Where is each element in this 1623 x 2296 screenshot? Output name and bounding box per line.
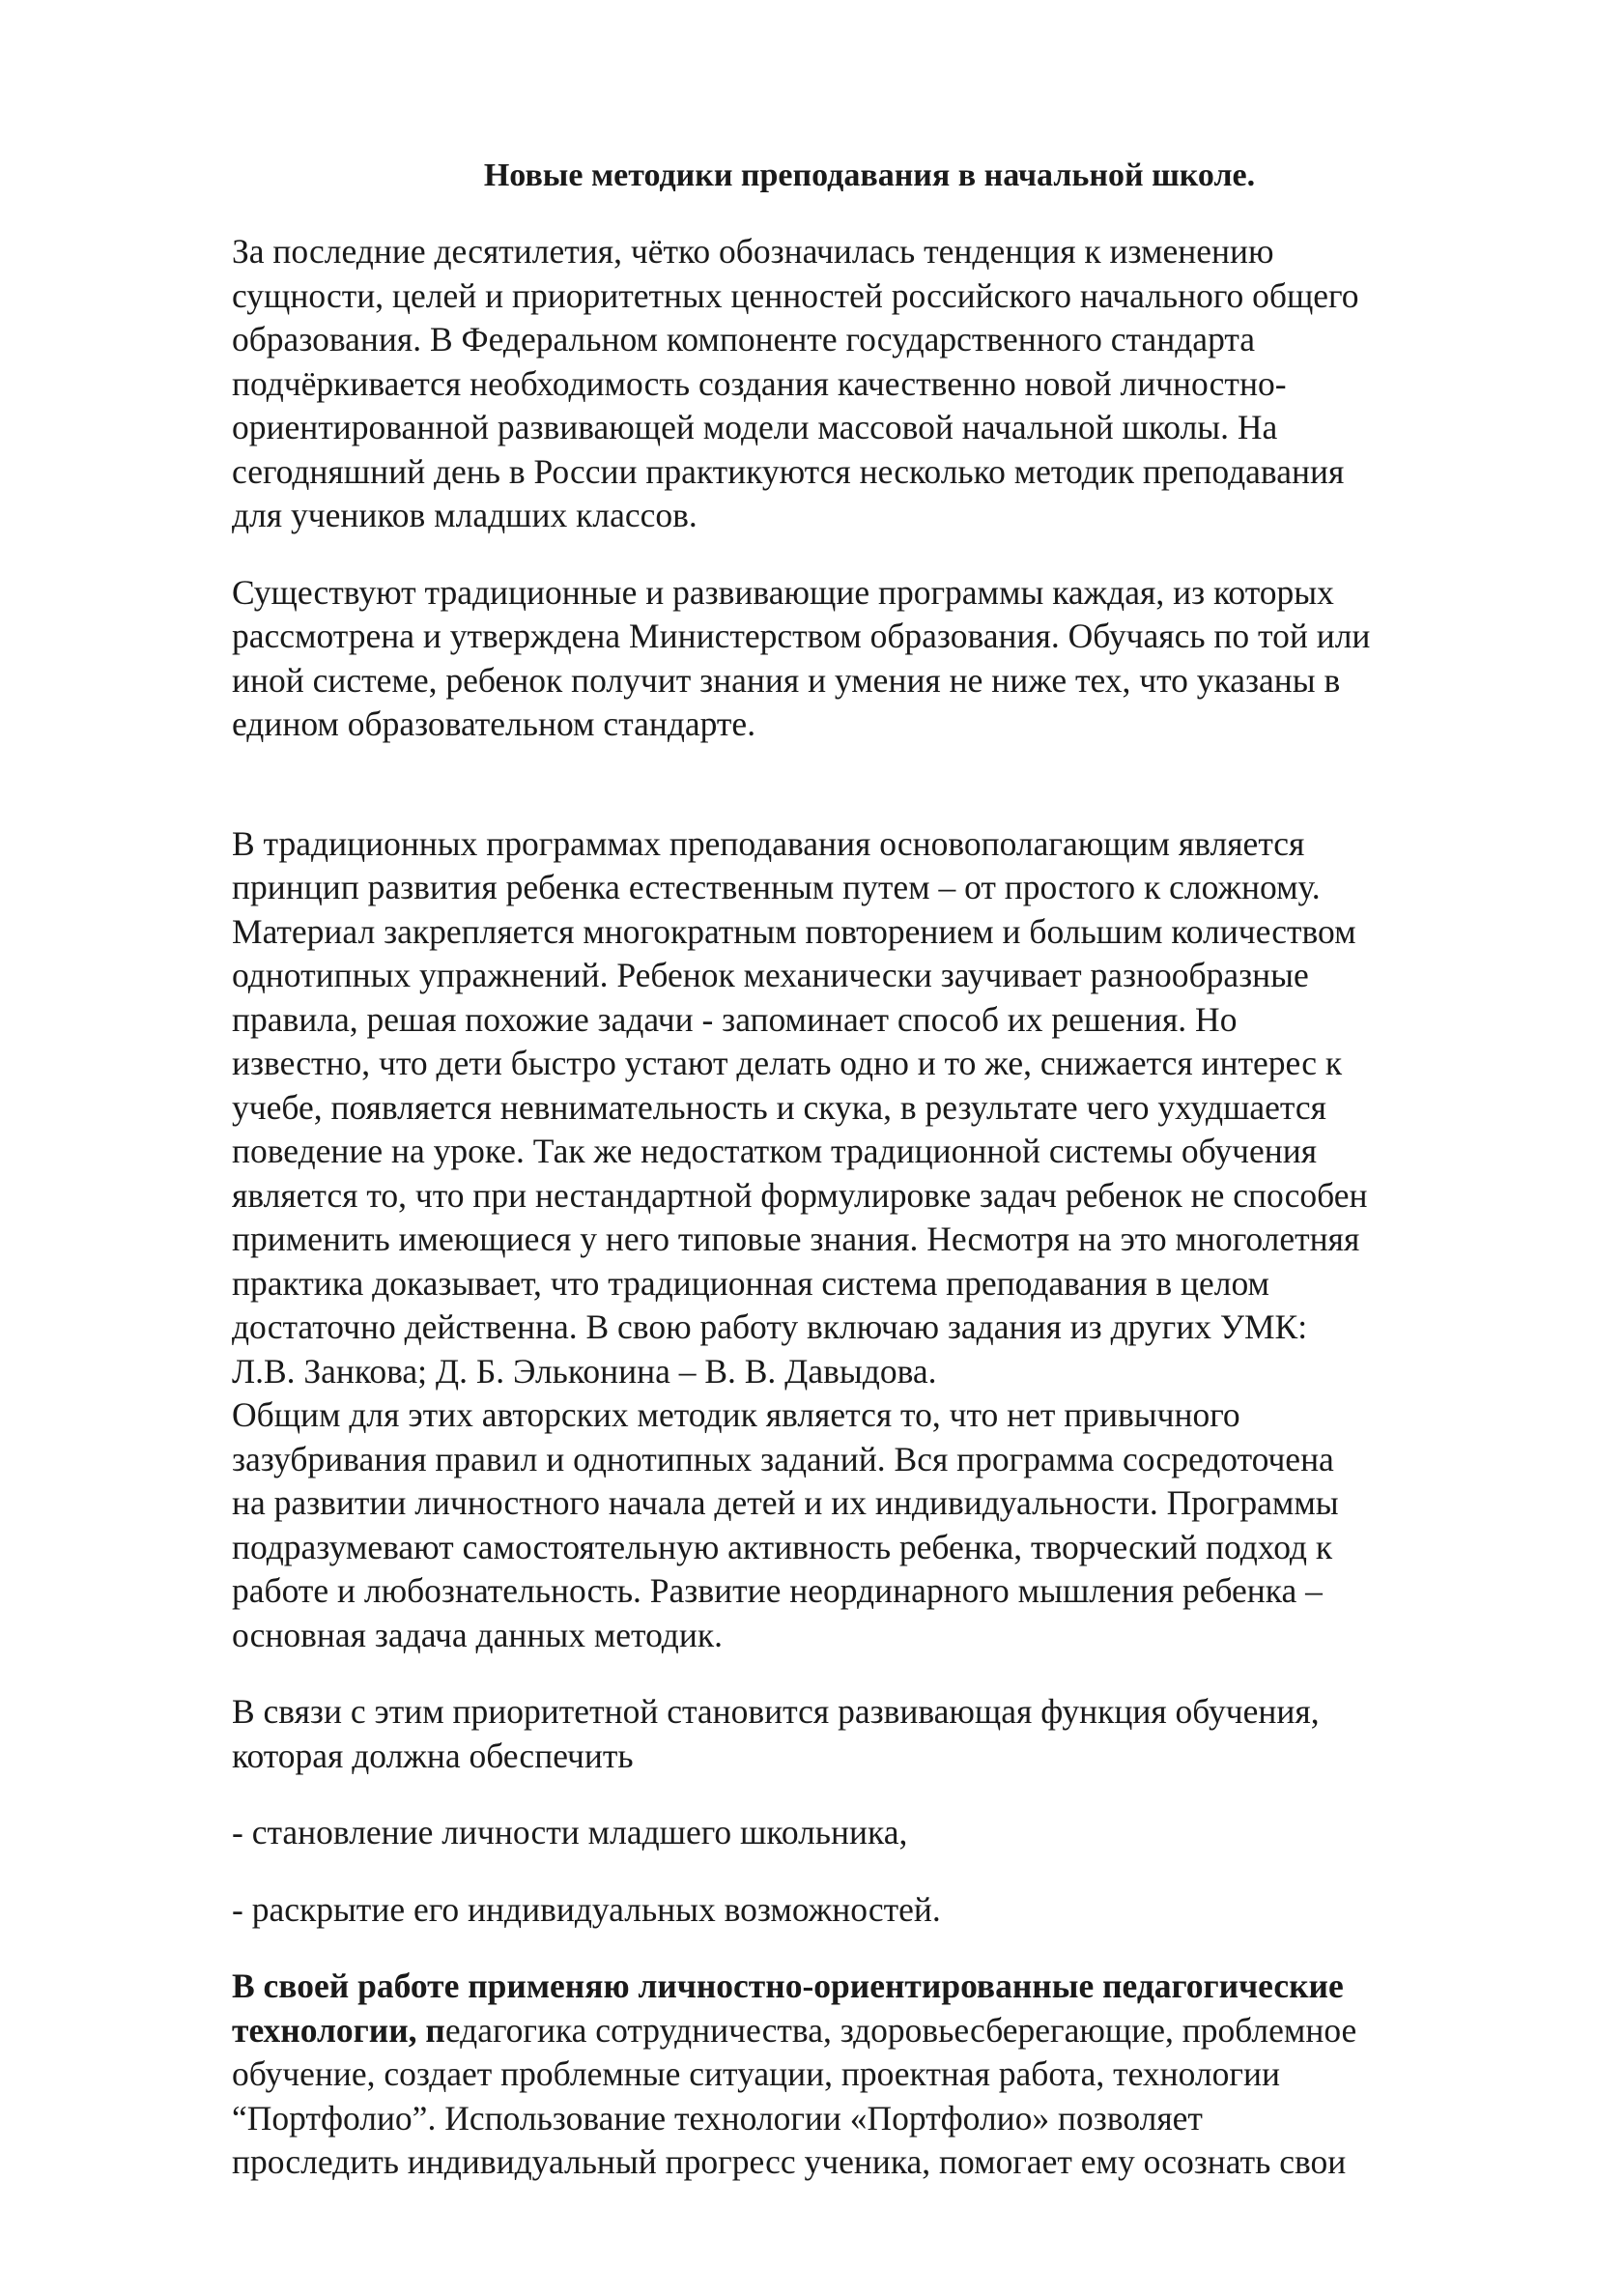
text-bold-fragment: технологии, п xyxy=(232,2010,445,2050)
text-line: достаточно действенна. В свою работу включаю задания из других УМК: xyxy=(232,1307,1308,1346)
text-line: практика доказывает, что традиционная система преподавания в целом xyxy=(232,1263,1270,1303)
text-line: В связи с этим приоритетной становится развивающая функция обучения, xyxy=(232,1692,1320,1731)
list-item-personality xyxy=(232,1811,1507,1855)
paragraph-programs xyxy=(232,571,1507,747)
text-line: применить имеющиеся у него типовые знания. Несмотря на это многолетняя xyxy=(232,1220,1360,1258)
text-line: является то, что при нестандартной формулировке задач ребенок не способен xyxy=(232,1175,1368,1215)
text-line: - раскрытие его индивидуальных возможностей. xyxy=(232,1889,941,1929)
text-line-mixed xyxy=(232,2009,1507,2053)
text-line: основная задача данных методик. xyxy=(232,1615,723,1654)
text-line: правила, решая похожие задачи - запоминает способ их решения. Но xyxy=(232,999,1238,1039)
text-line: обучение, создает проблемные ситуации, проектная работа, технологии xyxy=(232,2054,1280,2093)
text-line: Общим для этих авторских методик является то, что нет привычного xyxy=(232,1395,1240,1434)
text-line: однотипных упражнений. Ребенок механически заучивает разнообразные xyxy=(232,956,1309,994)
text-line: - становление личности младшего школьника, xyxy=(232,1813,908,1851)
paragraph-technologies xyxy=(232,1965,1507,2185)
document-title: Новые методики преподавания в начальной школе. xyxy=(483,158,1256,193)
text-line: иной системе, ребенок получит знания и умения не ниже тех, что указаны в xyxy=(232,660,1341,700)
text-line: которая должна обеспечить xyxy=(232,1736,634,1775)
text-line: зазубривания правил и однотипных заданий. Вся программа сосредоточена xyxy=(232,1439,1334,1478)
text-line: Материал закрепляется многократным повторением и большим количеством xyxy=(232,911,1356,951)
text-line: проследить индивидуальный прогресс ученика, помогает ему осознать свои xyxy=(232,2142,1347,2181)
document-body xyxy=(232,230,1507,2185)
text-line: принцип развития ребенка естественным путем – от простого к сложному. xyxy=(232,868,1321,906)
text-line: ориентированной развивающей модели массовой начальной школы. На xyxy=(232,408,1278,446)
text-line: Существуют традиционные и развивающие программы каждая, из которых xyxy=(232,572,1334,612)
text-line: Л.В. Занкова; Д. Б. Эльконина – В. В. Давыдова. xyxy=(232,1351,937,1391)
paragraph-priority xyxy=(232,1690,1507,1778)
paragraph-author-methods xyxy=(232,1393,1507,1657)
text-line: сегодняшний день в России практикуются несколько методик преподавания xyxy=(232,451,1345,491)
text-line: известно, что дети быстро устают делать одно и то же, снижается интерес к xyxy=(232,1044,1343,1082)
text-line: работе и любознательность. Развитие неординарного мышления ребенка – xyxy=(232,1571,1323,1610)
text-line: сущности, целей и приоритетных ценностей российского начального общего xyxy=(232,275,1359,315)
text-line: для учеников младших классов. xyxy=(232,496,698,534)
paragraph-intro xyxy=(232,230,1507,538)
text-line: учебе, появляется невнимательность и скука, в результате чего ухудшается xyxy=(232,1087,1326,1127)
text-line: подразумевают самостоятельную активность ребенка, творческий подход к xyxy=(232,1527,1333,1566)
text-line: За последние десятилетия, чётко обозначилась тенденция к изменению xyxy=(232,232,1274,271)
paragraph-traditional xyxy=(232,822,1507,1394)
text-line: подчёркивается необходимость создания качественно новой личностно- xyxy=(232,363,1287,403)
text-line: В традиционных программах преподавания основополагающим является xyxy=(232,823,1305,863)
text-line-bold: В своей работе применяю личностно-ориентированные педагогические xyxy=(232,1966,1344,2005)
text-line: едином образовательном стандарте. xyxy=(232,704,756,743)
list-item-abilities xyxy=(232,1888,1507,1933)
text-line: “Портфолио”. Использование технологии «Портфолио» позволяет xyxy=(232,2098,1203,2138)
text-line: поведение на уроке. Так же недостатком традиционной системы обучения xyxy=(232,1132,1318,1170)
text-line: на развитии личностного начала детей и их индивидуальности. Программы xyxy=(232,1483,1339,1522)
text-line: рассмотрена и утверждена Министерством образования. Обучаясь по той или xyxy=(232,617,1371,655)
text-fragment: едагогика сотрудничества, здоровьесберегающие, проблемное xyxy=(444,2010,1357,2050)
text-line: образования. В Федеральном компоненте государственного стандарта xyxy=(232,320,1256,359)
